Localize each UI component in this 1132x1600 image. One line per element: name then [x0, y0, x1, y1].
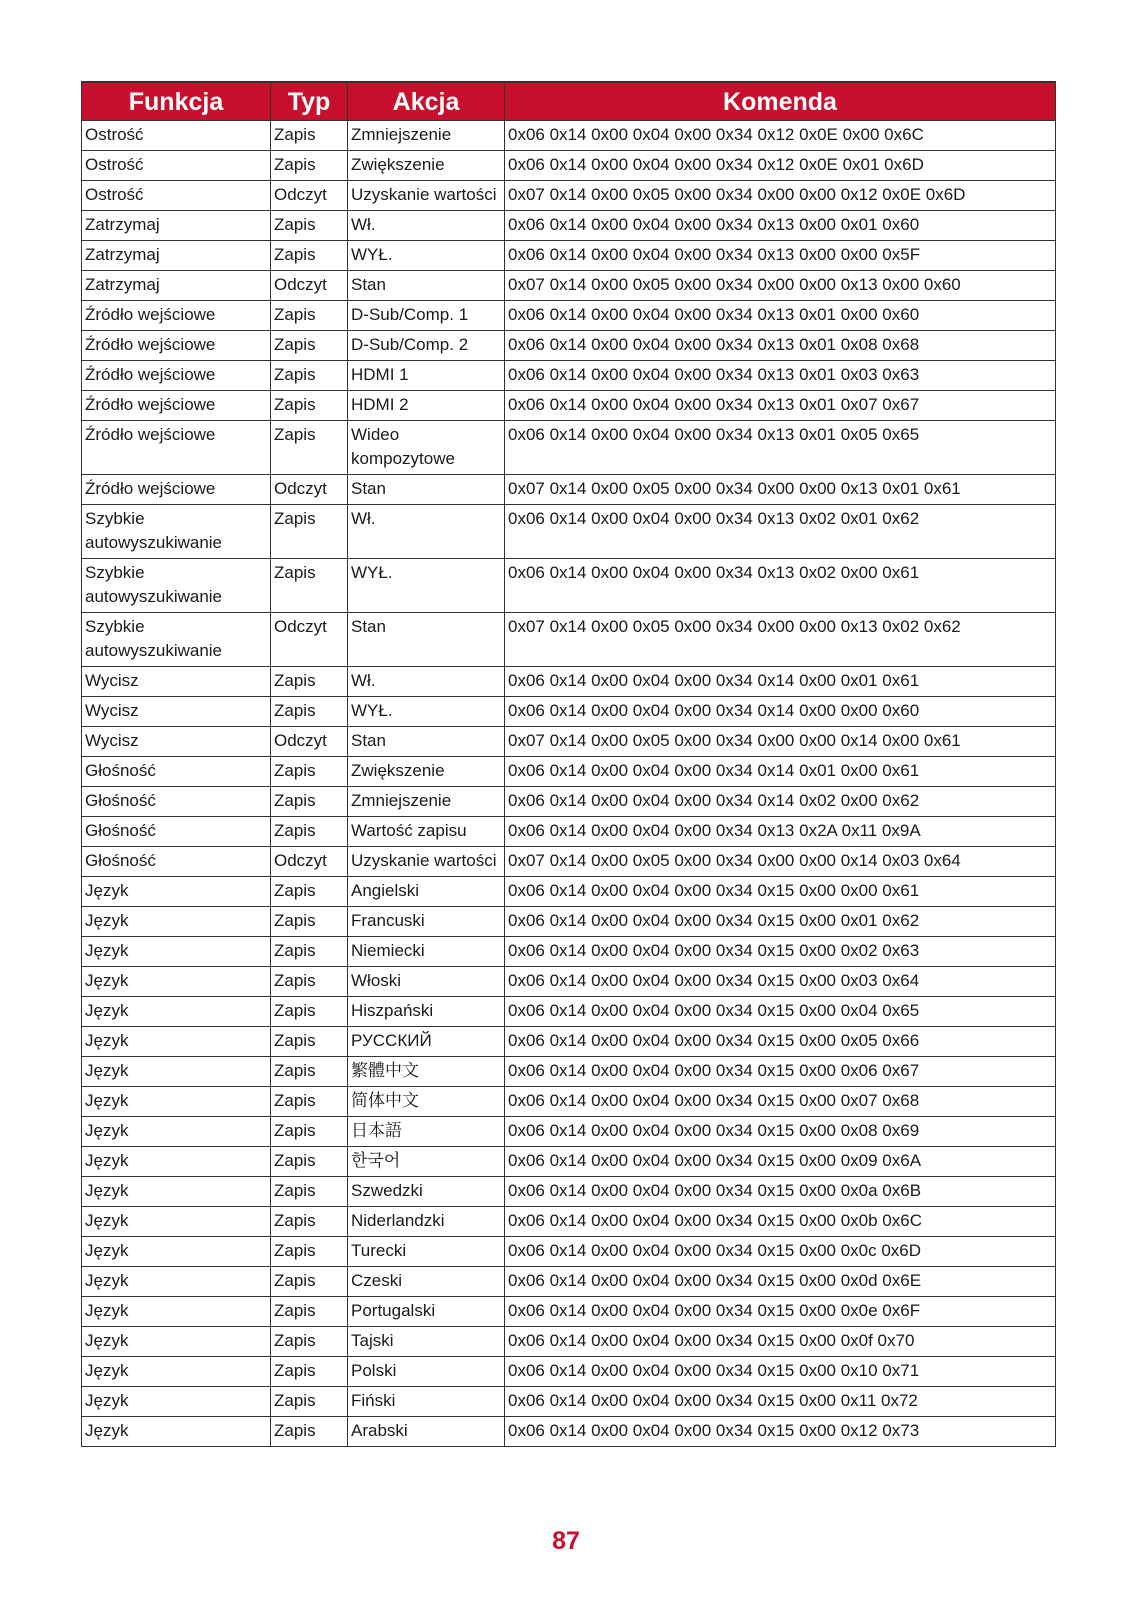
cell-akcja: Zwiększenie — [348, 757, 505, 787]
cell-akcja: D-Sub/Comp. 1 — [348, 301, 505, 331]
cell-funkcja: Źródło wejściowe — [82, 391, 271, 421]
cell-akcja: Turecki — [348, 1237, 505, 1267]
cell-komenda: 0x07 0x14 0x00 0x05 0x00 0x34 0x00 0x00 0x14 0x00 0x61 — [505, 727, 1056, 757]
cell-funkcja: Szybkie autowyszukiwanie — [82, 613, 271, 667]
cell-akcja: Portugalski — [348, 1297, 505, 1327]
cell-akcja: Stan — [348, 727, 505, 757]
cell-komenda: 0x06 0x14 0x00 0x04 0x00 0x34 0x13 0x01 0x05 0x65 — [505, 421, 1056, 475]
cell-funkcja: Język — [82, 1177, 271, 1207]
cell-akcja: Zwiększenie — [348, 151, 505, 181]
cell-akcja: Niemiecki — [348, 937, 505, 967]
cell-funkcja: Język — [82, 1297, 271, 1327]
cell-typ: Zapis — [271, 1087, 348, 1117]
cell-akcja: Zmniejszenie — [348, 121, 505, 151]
cell-funkcja: Język — [82, 1417, 271, 1447]
cell-komenda: 0x06 0x14 0x00 0x04 0x00 0x34 0x15 0x00 0x09 0x6A — [505, 1147, 1056, 1177]
table-row — [82, 559, 1056, 613]
cell-funkcja: Głośność — [82, 757, 271, 787]
cell-funkcja: Język — [82, 997, 271, 1027]
cell-typ: Zapis — [271, 1177, 348, 1207]
table-row — [82, 1327, 1056, 1357]
table-row — [82, 421, 1056, 475]
cell-komenda: 0x06 0x14 0x00 0x04 0x00 0x34 0x13 0x02 0x00 0x61 — [505, 559, 1056, 613]
cell-typ: Zapis — [271, 1117, 348, 1147]
table-row — [82, 211, 1056, 241]
cell-funkcja: Ostrość — [82, 121, 271, 151]
cell-komenda: 0x06 0x14 0x00 0x04 0x00 0x34 0x14 0x01 0x00 0x61 — [505, 757, 1056, 787]
cell-komenda: 0x06 0x14 0x00 0x04 0x00 0x34 0x15 0x00 0x06 0x67 — [505, 1057, 1056, 1087]
cell-akcja: Wideo kompozytowe — [348, 421, 505, 475]
cell-typ: Zapis — [271, 331, 348, 361]
cell-akcja: Stan — [348, 271, 505, 301]
cell-typ: Odczyt — [271, 847, 348, 877]
cell-typ: Zapis — [271, 1357, 348, 1387]
cell-akcja: РУССКИЙ — [348, 1027, 505, 1057]
table-row — [82, 613, 1056, 667]
cell-akcja: Tajski — [348, 1327, 505, 1357]
table-row — [82, 121, 1056, 151]
cell-akcja: Czeski — [348, 1267, 505, 1297]
table-row — [82, 271, 1056, 301]
cell-funkcja: Język — [82, 1087, 271, 1117]
cell-komenda: 0x06 0x14 0x00 0x04 0x00 0x34 0x15 0x00 0x07 0x68 — [505, 1087, 1056, 1117]
table-body — [82, 121, 1056, 1447]
table-row — [82, 727, 1056, 757]
cell-akcja: WYŁ. — [348, 241, 505, 271]
cell-akcja: D-Sub/Comp. 2 — [348, 331, 505, 361]
cell-akcja: Fiński — [348, 1387, 505, 1417]
table-row — [82, 1357, 1056, 1387]
header-row — [82, 82, 1056, 121]
cell-typ: Zapis — [271, 1417, 348, 1447]
table-row — [82, 1267, 1056, 1297]
cell-typ: Zapis — [271, 1297, 348, 1327]
cell-typ: Odczyt — [271, 271, 348, 301]
table-row — [82, 1237, 1056, 1267]
cell-akcja: Wł. — [348, 667, 505, 697]
cell-akcja: Niderlandzki — [348, 1207, 505, 1237]
cell-funkcja: Wycisz — [82, 697, 271, 727]
table-row — [82, 1057, 1056, 1087]
cell-akcja: HDMI 2 — [348, 391, 505, 421]
cell-typ: Zapis — [271, 667, 348, 697]
cell-komenda: 0x06 0x14 0x00 0x04 0x00 0x34 0x15 0x00 0x08 0x69 — [505, 1117, 1056, 1147]
table-row — [82, 877, 1056, 907]
table-row — [82, 475, 1056, 505]
cell-akcja: 한국어 — [348, 1147, 505, 1177]
cell-akcja: WYŁ. — [348, 697, 505, 727]
cell-funkcja: Źródło wejściowe — [82, 361, 271, 391]
cell-komenda: 0x06 0x14 0x00 0x04 0x00 0x34 0x15 0x00 0x02 0x63 — [505, 937, 1056, 967]
cell-typ: Zapis — [271, 1057, 348, 1087]
cell-typ: Zapis — [271, 121, 348, 151]
table-row — [82, 1147, 1056, 1177]
page-number: 87 — [552, 1527, 580, 1555]
cell-funkcja: Źródło wejściowe — [82, 301, 271, 331]
cell-akcja: Zmniejszenie — [348, 787, 505, 817]
table-row — [82, 1297, 1056, 1327]
cell-komenda: 0x06 0x14 0x00 0x04 0x00 0x34 0x15 0x00 0x0b 0x6C — [505, 1207, 1056, 1237]
cell-typ: Zapis — [271, 997, 348, 1027]
cell-typ: Odczyt — [271, 613, 348, 667]
cell-komenda: 0x06 0x14 0x00 0x04 0x00 0x34 0x15 0x00 0x0a 0x6B — [505, 1177, 1056, 1207]
cell-funkcja: Zatrzymaj — [82, 271, 271, 301]
cell-funkcja: Szybkie autowyszukiwanie — [82, 559, 271, 613]
table-row — [82, 391, 1056, 421]
cell-funkcja: Zatrzymaj — [82, 241, 271, 271]
table-header — [82, 82, 1056, 121]
cell-komenda: 0x06 0x14 0x00 0x04 0x00 0x34 0x13 0x00 0x01 0x60 — [505, 211, 1056, 241]
table-row — [82, 757, 1056, 787]
cell-komenda: 0x06 0x14 0x00 0x04 0x00 0x34 0x12 0x0E 0x00 0x6C — [505, 121, 1056, 151]
table-row — [82, 1027, 1056, 1057]
cell-typ: Zapis — [271, 559, 348, 613]
cell-typ: Zapis — [271, 1237, 348, 1267]
cell-funkcja: Źródło wejściowe — [82, 475, 271, 505]
cell-komenda: 0x06 0x14 0x00 0x04 0x00 0x34 0x15 0x00 0x03 0x64 — [505, 967, 1056, 997]
cell-akcja: Szwedzki — [348, 1177, 505, 1207]
cell-akcja: 繁體中文 — [348, 1057, 505, 1087]
table-row — [82, 997, 1056, 1027]
cell-komenda: 0x07 0x14 0x00 0x05 0x00 0x34 0x00 0x00 0x12 0x0E 0x6D — [505, 181, 1056, 211]
header-komenda: Komenda — [505, 82, 1056, 121]
cell-funkcja: Język — [82, 1357, 271, 1387]
cell-typ: Zapis — [271, 211, 348, 241]
cell-akcja: WYŁ. — [348, 559, 505, 613]
cell-funkcja: Język — [82, 1147, 271, 1177]
cell-funkcja: Język — [82, 1237, 271, 1267]
table-row — [82, 817, 1056, 847]
cell-typ: Zapis — [271, 1387, 348, 1417]
cell-funkcja: Język — [82, 937, 271, 967]
cell-komenda: 0x06 0x14 0x00 0x04 0x00 0x34 0x13 0x01 0x07 0x67 — [505, 391, 1056, 421]
cell-funkcja: Głośność — [82, 787, 271, 817]
table-row — [82, 1087, 1056, 1117]
cell-komenda: 0x06 0x14 0x00 0x04 0x00 0x34 0x15 0x00 0x0c 0x6D — [505, 1237, 1056, 1267]
cell-funkcja: Język — [82, 1327, 271, 1357]
cell-typ: Zapis — [271, 1327, 348, 1357]
table-row — [82, 1387, 1056, 1417]
cell-komenda: 0x06 0x14 0x00 0x04 0x00 0x34 0x15 0x00 0x11 0x72 — [505, 1387, 1056, 1417]
cell-komenda: 0x06 0x14 0x00 0x04 0x00 0x34 0x14 0x02 0x00 0x62 — [505, 787, 1056, 817]
cell-typ: Odczyt — [271, 727, 348, 757]
cell-funkcja: Język — [82, 1057, 271, 1087]
cell-komenda: 0x06 0x14 0x00 0x04 0x00 0x34 0x15 0x00 0x05 0x66 — [505, 1027, 1056, 1057]
table-row — [82, 241, 1056, 271]
cell-komenda: 0x06 0x14 0x00 0x04 0x00 0x34 0x13 0x01 0x08 0x68 — [505, 331, 1056, 361]
cell-komenda: 0x06 0x14 0x00 0x04 0x00 0x34 0x15 0x00 0x0d 0x6E — [505, 1267, 1056, 1297]
cell-akcja: Wartość zapisu — [348, 817, 505, 847]
cell-funkcja: Język — [82, 1267, 271, 1297]
cell-komenda: 0x06 0x14 0x00 0x04 0x00 0x34 0x15 0x00 0x0f 0x70 — [505, 1327, 1056, 1357]
table-row — [82, 1417, 1056, 1447]
cell-typ: Zapis — [271, 505, 348, 559]
cell-funkcja: Język — [82, 967, 271, 997]
cell-akcja: Włoski — [348, 967, 505, 997]
table-row — [82, 151, 1056, 181]
cell-funkcja: Wycisz — [82, 667, 271, 697]
table-row — [82, 1117, 1056, 1147]
cell-funkcja: Ostrość — [82, 151, 271, 181]
cell-typ: Zapis — [271, 301, 348, 331]
cell-komenda: 0x06 0x14 0x00 0x04 0x00 0x34 0x13 0x01 0x03 0x63 — [505, 361, 1056, 391]
table-row — [82, 787, 1056, 817]
cell-akcja: Uzyskanie wartości — [348, 181, 505, 211]
cell-typ: Zapis — [271, 1147, 348, 1177]
cell-komenda: 0x07 0x14 0x00 0x05 0x00 0x34 0x00 0x00 0x13 0x01 0x61 — [505, 475, 1056, 505]
table-row — [82, 301, 1056, 331]
cell-typ: Zapis — [271, 1207, 348, 1237]
cell-komenda: 0x06 0x14 0x00 0x04 0x00 0x34 0x15 0x00 0x04 0x65 — [505, 997, 1056, 1027]
cell-komenda: 0x07 0x14 0x00 0x05 0x00 0x34 0x00 0x00 0x14 0x03 0x64 — [505, 847, 1056, 877]
cell-typ: Zapis — [271, 391, 348, 421]
cell-typ: Zapis — [271, 361, 348, 391]
cell-funkcja: Wycisz — [82, 727, 271, 757]
cell-funkcja: Język — [82, 877, 271, 907]
cell-typ: Zapis — [271, 967, 348, 997]
cell-funkcja: Ostrość — [82, 181, 271, 211]
cell-typ: Zapis — [271, 907, 348, 937]
table-row — [82, 907, 1056, 937]
cell-akcja: Stan — [348, 475, 505, 505]
cell-akcja: Francuski — [348, 907, 505, 937]
table-row — [82, 967, 1056, 997]
cell-typ: Odczyt — [271, 181, 348, 211]
cell-akcja: Stan — [348, 613, 505, 667]
cell-typ: Zapis — [271, 757, 348, 787]
cell-komenda: 0x06 0x14 0x00 0x04 0x00 0x34 0x15 0x00 0x0e 0x6F — [505, 1297, 1056, 1327]
cell-akcja: Polski — [348, 1357, 505, 1387]
table-row — [82, 697, 1056, 727]
table-row — [82, 361, 1056, 391]
cell-akcja: HDMI 1 — [348, 361, 505, 391]
cell-funkcja: Język — [82, 1117, 271, 1147]
cell-typ: Zapis — [271, 1267, 348, 1297]
cell-funkcja: Język — [82, 1027, 271, 1057]
cell-akcja: Arabski — [348, 1417, 505, 1447]
cell-komenda: 0x06 0x14 0x00 0x04 0x00 0x34 0x14 0x00 0x01 0x61 — [505, 667, 1056, 697]
header-akcja: Akcja — [348, 82, 505, 121]
table-row — [82, 181, 1056, 211]
cell-typ: Zapis — [271, 787, 348, 817]
table-row — [82, 1207, 1056, 1237]
cell-akcja: Hiszpański — [348, 997, 505, 1027]
cell-komenda: 0x06 0x14 0x00 0x04 0x00 0x34 0x12 0x0E 0x01 0x6D — [505, 151, 1056, 181]
table-row — [82, 505, 1056, 559]
cell-akcja: 简体中文 — [348, 1087, 505, 1117]
cell-akcja: Uzyskanie wartości — [348, 847, 505, 877]
cell-komenda: 0x06 0x14 0x00 0x04 0x00 0x34 0x13 0x2A 0x11 0x9A — [505, 817, 1056, 847]
cell-typ: Zapis — [271, 937, 348, 967]
cell-funkcja: Źródło wejściowe — [82, 421, 271, 475]
cell-komenda: 0x06 0x14 0x00 0x04 0x00 0x34 0x13 0x00 0x00 0x5F — [505, 241, 1056, 271]
cell-typ: Zapis — [271, 697, 348, 727]
table-row — [82, 667, 1056, 697]
table-row — [82, 331, 1056, 361]
table-row — [82, 937, 1056, 967]
cell-funkcja: Głośność — [82, 817, 271, 847]
header-typ: Typ — [271, 82, 348, 121]
cell-komenda: 0x06 0x14 0x00 0x04 0x00 0x34 0x15 0x00 0x01 0x62 — [505, 907, 1056, 937]
cell-funkcja: Szybkie autowyszukiwanie — [82, 505, 271, 559]
cell-funkcja: Język — [82, 907, 271, 937]
cell-typ: Odczyt — [271, 475, 348, 505]
cell-akcja: Angielski — [348, 877, 505, 907]
cell-funkcja: Źródło wejściowe — [82, 331, 271, 361]
cell-typ: Zapis — [271, 877, 348, 907]
cell-komenda: 0x06 0x14 0x00 0x04 0x00 0x34 0x15 0x00 0x10 0x71 — [505, 1357, 1056, 1387]
cell-komenda: 0x06 0x14 0x00 0x04 0x00 0x34 0x14 0x00 0x00 0x60 — [505, 697, 1056, 727]
cell-akcja: Wł. — [348, 505, 505, 559]
cell-komenda: 0x06 0x14 0x00 0x04 0x00 0x34 0x13 0x01 0x00 0x60 — [505, 301, 1056, 331]
command-table — [81, 81, 1056, 1447]
cell-akcja: 日本語 — [348, 1117, 505, 1147]
table-row — [82, 1177, 1056, 1207]
cell-funkcja: Język — [82, 1207, 271, 1237]
cell-typ: Zapis — [271, 151, 348, 181]
cell-komenda: 0x06 0x14 0x00 0x04 0x00 0x34 0x13 0x02 0x01 0x62 — [505, 505, 1056, 559]
cell-typ: Zapis — [271, 421, 348, 475]
cell-typ: Zapis — [271, 1027, 348, 1057]
cell-komenda: 0x07 0x14 0x00 0x05 0x00 0x34 0x00 0x00 0x13 0x00 0x60 — [505, 271, 1056, 301]
cell-komenda: 0x06 0x14 0x00 0x04 0x00 0x34 0x15 0x00 0x12 0x73 — [505, 1417, 1056, 1447]
cell-funkcja: Zatrzymaj — [82, 211, 271, 241]
table-row — [82, 847, 1056, 877]
header-funkcja: Funkcja — [82, 82, 271, 121]
cell-typ: Zapis — [271, 241, 348, 271]
cell-akcja: Wł. — [348, 211, 505, 241]
cell-funkcja: Głośność — [82, 847, 271, 877]
cell-komenda: 0x06 0x14 0x00 0x04 0x00 0x34 0x15 0x00 0x00 0x61 — [505, 877, 1056, 907]
cell-funkcja: Język — [82, 1387, 271, 1417]
cell-komenda: 0x07 0x14 0x00 0x05 0x00 0x34 0x00 0x00 0x13 0x02 0x62 — [505, 613, 1056, 667]
cell-typ: Zapis — [271, 817, 348, 847]
